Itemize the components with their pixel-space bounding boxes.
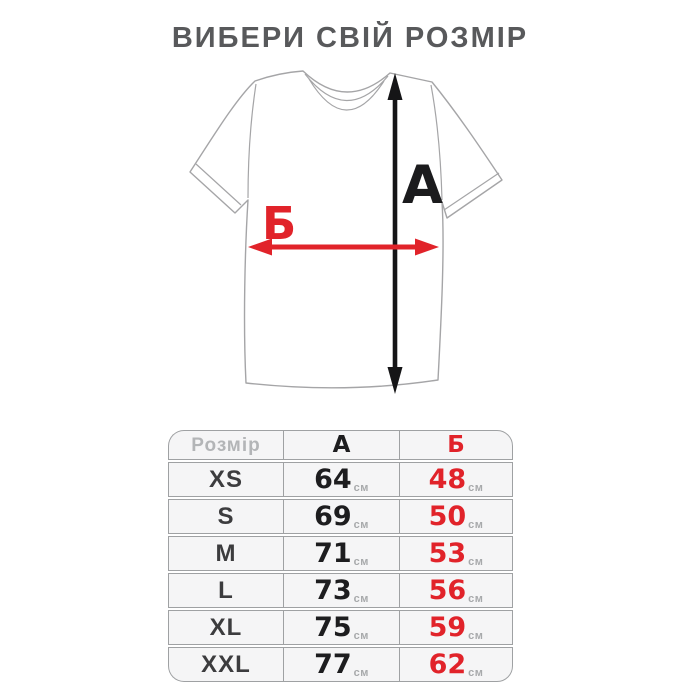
table-header-row [168,430,513,460]
b-value: 56 [428,575,467,606]
dimension-a-label: А [402,155,444,216]
size-cell: XXL [168,647,283,682]
table-row [168,536,513,571]
dimension-b-label: Б [262,197,297,250]
table-row [168,610,513,645]
table-row [168,462,513,497]
a-value: 64 [314,464,352,495]
unit-label: см [353,593,369,605]
size-table [168,428,513,684]
a-value: 73 [314,575,352,606]
unit-label: см [468,630,484,642]
header-size: Розмір [168,430,283,460]
b-value-cell [399,536,513,571]
unit-label: см [468,667,484,679]
a-value: 75 [314,612,352,643]
table-row [168,573,513,608]
a-value-cell [283,647,399,682]
a-value-cell [283,536,399,571]
header-dimension-a: А [283,430,399,460]
a-value-cell [283,573,399,608]
size-cell: M [168,536,283,571]
table-row [168,647,513,682]
unit-label: см [468,556,484,568]
size-cell: L [168,573,283,608]
a-value: 71 [314,538,352,569]
unit-label: см [353,630,369,642]
b-value-cell [399,573,513,608]
tshirt-diagram [175,58,520,408]
a-value: 77 [314,649,352,680]
unit-label: см [353,556,369,568]
b-value: 59 [428,612,467,643]
page-title: ВИБЕРИ СВІЙ РОЗМІР [171,22,529,54]
b-value: 48 [428,464,467,495]
tshirt-illustration [190,71,502,388]
size-cell: XS [168,462,283,497]
unit-label: см [468,519,484,531]
b-value-cell [399,647,513,682]
b-value-cell [399,499,513,534]
b-value: 50 [428,501,467,532]
unit-label: см [353,482,369,494]
a-value-cell [283,462,399,497]
unit-label: см [353,519,369,531]
b-value: 53 [428,538,467,569]
unit-label: см [468,482,484,494]
b-value: 62 [428,649,467,680]
table-row [168,499,513,534]
size-cell: XL [168,610,283,645]
b-value-cell [399,610,513,645]
unit-label: см [353,667,369,679]
header-dimension-b: Б [399,430,513,460]
size-cell: S [168,499,283,534]
unit-label: см [468,593,484,605]
a-value-cell [283,499,399,534]
a-value-cell [283,610,399,645]
a-value: 69 [314,501,352,532]
b-value-cell [399,462,513,497]
